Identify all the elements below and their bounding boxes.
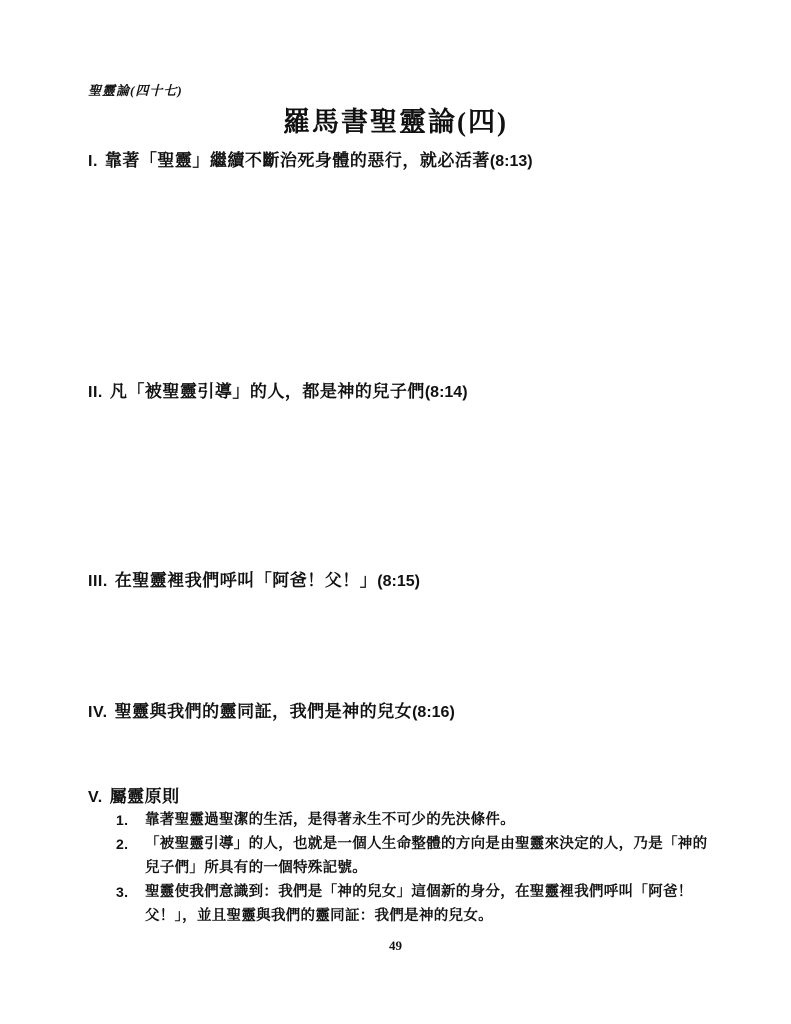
- section-numeral: IV.: [88, 704, 108, 721]
- principles-list: [116, 808, 722, 928]
- verse-ref: (8:14): [424, 384, 468, 401]
- section-text: 聖靈與我們的靈同証，我們是神的兒女: [114, 702, 413, 721]
- principle-number: 3.: [116, 884, 129, 900]
- section-text: 屬靈原則: [109, 787, 180, 806]
- verse-ref: (8:16): [412, 704, 455, 721]
- doc-series-header: 聖靈論(四十七): [88, 83, 183, 98]
- outline-section-4: [88, 700, 731, 725]
- page-title: 羅馬書聖靈論(四): [283, 107, 508, 137]
- section-text: 在聖靈裡我們呼叫「阿爸！父！」: [114, 571, 378, 590]
- principle-text: 靠著聖靈過聖潔的生活，是得著永生不可少的先決條件。: [145, 812, 515, 828]
- verse-ref: (8:15): [377, 573, 420, 590]
- outline-section-3: [88, 569, 731, 594]
- principle-number: 2.: [116, 836, 129, 852]
- principle-item: [116, 808, 722, 832]
- section-numeral: III.: [88, 573, 108, 590]
- principle-text: 聖靈使我們意識到：我們是「神的兒女」這個新的身分，在聖靈裡我們呼叫「阿爸！父！」，並且聖靈與我們的靈同証：我們是神的兒女。: [145, 884, 693, 924]
- section-numeral: V.: [88, 789, 103, 806]
- verse-ref: (8:13): [489, 153, 533, 170]
- section-numeral: II.: [88, 384, 103, 401]
- principle-item: [116, 832, 722, 880]
- principle-item: [116, 880, 722, 928]
- outline-section-2: [88, 380, 731, 405]
- section-text: 靠著「聖靈」繼續不斷治死身體的惡行，就必活著: [104, 151, 490, 170]
- section-text: 凡「被聖靈引導」的人，都是神的兒子們: [109, 382, 425, 401]
- page-number: 49: [389, 938, 402, 953]
- outline-section-5: [88, 785, 731, 810]
- principle-number: 1.: [116, 812, 129, 828]
- principle-text: 「被聖靈引導」的人，也就是一個人生命整體的方向是由聖靈來決定的人，乃是「神的兒子們」所具有的一個特殊記號。: [145, 836, 708, 876]
- section-numeral: I.: [88, 153, 98, 170]
- outline-section-1: [88, 149, 731, 174]
